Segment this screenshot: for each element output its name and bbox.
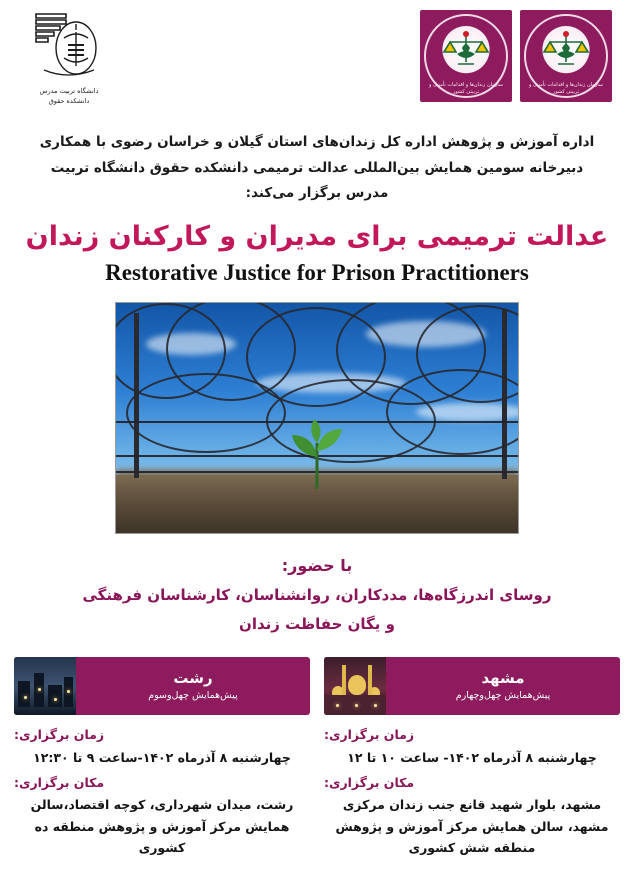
light: [374, 704, 377, 707]
city-card-mashhad: [324, 657, 620, 862]
city-labels-mashhad: [386, 669, 620, 703]
organization-emblems: [420, 10, 612, 102]
emblem-band-text-1: سازمان زندان‌ها و اقدامات تأمینی و تربیتی کشور: [429, 82, 503, 95]
emblem-scales-icon: [537, 26, 595, 78]
city-labels-rasht: [76, 669, 310, 703]
intro-line-1: اداره آموزش و پژوهش اداره کل زندان‌های استان گیلان و خراسان رضوی با همکاری: [39, 134, 595, 150]
emblem-band-text-2: سازمان زندان‌ها و اقدامات تأمینی و تربیتی کشور: [529, 82, 603, 95]
intro-line-2: دبیرخانه سومین همایش بین‌المللی عدالت ترمیمی دانشکده حقوق دانشگاه تربیت مدرس برگزار می‌کند:: [50, 159, 584, 202]
university-logo: [14, 8, 124, 116]
field-value: رشت، میدان شهرداری، کوچه اقتصاد،سالن همایش مرکز آموزش و پژوهش منطقه ده کشوری: [30, 797, 294, 855]
minaret: [342, 665, 346, 695]
light: [24, 696, 27, 699]
city-card-rasht: [14, 657, 310, 862]
field-value: چهارشنبه ۸ آذرماه ۱۴۰۲- ساعت ۱۰ تا ۱۲: [347, 749, 597, 765]
golden-dome: [348, 675, 366, 695]
field-label: مکان برگزاری:: [324, 774, 415, 790]
light: [336, 704, 339, 707]
poster-header: [0, 0, 634, 120]
emblem-scales-icon: [437, 26, 495, 78]
barbed-wire-coil: [126, 373, 286, 453]
field-time-mashhad: [324, 724, 620, 768]
title-persian: عدالت ترمیمی برای مدیران و کارکنان زندان: [25, 220, 609, 252]
university-logo-caption-line1: دانشگاه تربیت مدرس: [39, 87, 99, 95]
city-header-rasht: [14, 657, 310, 715]
city-name-rasht: رشت: [173, 669, 213, 688]
city-name-mashhad: مشهد: [481, 669, 525, 688]
minaret: [368, 665, 372, 695]
university-logo-icon: [30, 8, 108, 86]
mashhad-shrine-thumb: [324, 657, 386, 715]
building: [18, 681, 30, 707]
city-subtitle-rasht: پیش‌همایش چهل‌وسوم: [148, 689, 238, 701]
university-logo-caption-line2: دانشکده حقوق: [48, 97, 90, 106]
field-time-rasht: [14, 724, 310, 768]
field-label: زمان برگزاری:: [324, 727, 415, 742]
light: [355, 704, 358, 707]
light: [67, 690, 70, 693]
rasht-night-city-thumb: [14, 657, 76, 715]
field-value: چهارشنبه ۸ آذرماه ۱۴۰۲-ساعت ۹ تا ۱۲:۳۰: [33, 749, 291, 765]
city-details-mashhad: [324, 724, 620, 858]
light: [54, 698, 57, 701]
building: [48, 685, 62, 707]
attendees-block: [0, 556, 634, 640]
city-details-rasht: [14, 724, 310, 858]
city-header-mashhad: [324, 657, 620, 715]
field-venue-mashhad: [324, 772, 620, 858]
barbed-wire-sprout-photo: [115, 302, 519, 534]
field-label: مکان برگزاری:: [14, 774, 105, 790]
field-value: مشهد، بلوار شهید قانع جنب زندان مرکزی مشهد، سالن همایش مرکز آموزش و پژوهش منطقه شش کشوری: [335, 797, 609, 855]
attendees-heading: با حضور:: [281, 555, 353, 575]
field-label: زمان برگزاری:: [14, 727, 105, 742]
city-subtitle-mashhad: پیش‌همایش چهل‌وچهارم: [455, 689, 551, 701]
prisons-organization-emblem-2: [520, 10, 612, 102]
green-sprout-icon: [282, 417, 352, 489]
attendees-line-2: و یگان حفاظت زندان: [239, 615, 395, 634]
cities-section: [0, 657, 634, 862]
attendees-line-1: روسای اندرزگاه‌ها، مددکاران، روانشناسان، کارشناسان فرهنگی: [82, 585, 552, 604]
intro-block: [0, 130, 634, 207]
prisons-organization-emblem-1: [420, 10, 512, 102]
title-english: Restorative Justice for Prison Practitioners: [105, 259, 529, 285]
light: [38, 688, 41, 691]
field-venue-rasht: [14, 772, 310, 858]
